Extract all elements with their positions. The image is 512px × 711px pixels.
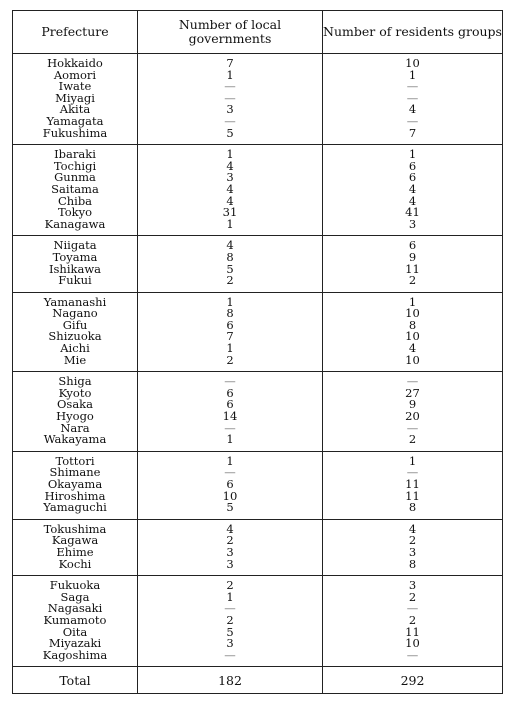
groups-count: — [406, 647, 419, 662]
groups-count: 2 [408, 533, 417, 548]
governments-count: 2 [226, 533, 234, 548]
groups-count: 8 [408, 317, 417, 332]
groups-count: 6 [408, 158, 417, 173]
table-row [13, 576, 503, 667]
prefecture-name: Tochigi [53, 158, 97, 173]
governments-count: 1 [226, 589, 234, 604]
prefecture-name: Kanagawa [44, 216, 106, 231]
groups-count: 11 [405, 488, 420, 503]
governments-count: 2 [226, 273, 234, 288]
governments-count: 14 [222, 409, 238, 424]
groups-cell [323, 576, 503, 667]
total-row [13, 667, 503, 694]
governments-count: — [224, 79, 236, 94]
governments-count: — [224, 113, 236, 128]
prefecture-name: Yamagata [46, 113, 104, 128]
header-prefecture: Prefecture [13, 11, 138, 54]
governments-count: 3 [226, 102, 234, 117]
prefecture-name: Hiroshima [44, 488, 106, 503]
groups-cell [323, 292, 503, 372]
governments-count: 1 [226, 432, 234, 447]
groups-count: 4 [408, 341, 417, 356]
groups-count: 4 [408, 102, 417, 117]
prefecture-name: Chiba [57, 193, 93, 208]
governments-count: 4 [226, 238, 234, 253]
table-row [13, 145, 503, 236]
governments-count: 5 [226, 261, 234, 276]
groups-count: 8 [408, 556, 417, 571]
governments-count: 4 [226, 193, 234, 208]
prefecture-name: Fukuoka [49, 578, 101, 593]
governments-count: 1 [226, 147, 234, 162]
groups-count: 11 [405, 477, 420, 491]
table-row [13, 451, 503, 519]
governments-count: 3 [226, 636, 234, 651]
prefecture-name: Fukui [58, 273, 92, 288]
groups-count: 7 [408, 125, 417, 140]
groups-count: 1 [408, 294, 417, 309]
prefecture-name: Akita [59, 102, 91, 117]
prefecture-cell [13, 54, 138, 145]
table-row [13, 54, 503, 145]
prefecture-name: Nara [60, 420, 90, 435]
table-header-row [13, 11, 503, 54]
prefecture-name: Toyama [52, 249, 98, 264]
governments-count: 8 [226, 249, 234, 264]
governments-cell [138, 451, 323, 519]
table-row [13, 519, 503, 575]
groups-count: — [406, 90, 419, 105]
groups-count: 10 [405, 306, 420, 321]
governments-count: 2 [226, 612, 234, 627]
governments-count: — [224, 90, 236, 105]
prefecture-cell [13, 519, 138, 575]
groups-count: 6 [408, 238, 417, 253]
groups-count: 10 [405, 329, 420, 344]
prefecture-name: Fukushima [42, 125, 108, 140]
groups-cell [323, 54, 503, 145]
governments-cell [138, 236, 323, 292]
groups-cell [323, 451, 503, 519]
prefecture-name: Tottori [55, 453, 95, 468]
prefecture-name: Hyogo [56, 409, 94, 424]
groups-count: — [406, 465, 419, 480]
prefecture-name: Aomori [53, 67, 97, 82]
groups-count: 41 [405, 205, 420, 220]
prefecture-name: Gunma [54, 170, 96, 185]
groups-cell [323, 145, 503, 236]
governments-count: 10 [222, 488, 238, 503]
prefecture-cell [13, 292, 138, 372]
groups-count: 9 [408, 249, 417, 264]
governments-count: 1 [226, 453, 234, 468]
governments-count: 4 [226, 158, 234, 173]
groups-count: 10 [405, 56, 420, 70]
groups-count: 3 [408, 578, 417, 593]
prefecture-name: Gifu [62, 317, 88, 332]
governments-count: 1 [226, 216, 234, 231]
prefecture-name: Kochi [58, 556, 92, 571]
prefecture-name: Tokushima [43, 521, 107, 536]
prefecture-name: Ibaraki [54, 147, 96, 162]
groups-count: 1 [408, 453, 417, 468]
groups-cell [323, 519, 503, 575]
governments-count: 7 [226, 56, 234, 70]
prefecture-name: Shiga [58, 374, 92, 389]
groups-count: 3 [408, 216, 417, 231]
total-label: Total [13, 667, 138, 694]
governments-cell [138, 54, 323, 145]
prefecture-name: Miyagi [55, 90, 95, 105]
governments-count: 1 [226, 341, 234, 356]
total-groups: 292 [323, 667, 503, 694]
governments-count: — [224, 374, 236, 389]
governments-count: 5 [226, 125, 234, 140]
groups-count: 1 [408, 147, 417, 162]
table-body [13, 54, 503, 667]
prefecture-name: Hokkaido [47, 56, 103, 70]
groups-count: 2 [408, 273, 417, 288]
table-row [13, 372, 503, 452]
groups-count: 27 [405, 385, 420, 400]
governments-count: 6 [226, 385, 234, 400]
governments-count: 3 [226, 170, 234, 185]
governments-count: 3 [226, 556, 234, 571]
groups-count: 11 [405, 261, 420, 276]
prefecture-table [12, 10, 503, 694]
governments-count: 8 [226, 306, 234, 321]
groups-count: 8 [408, 500, 417, 515]
prefecture-name: Shimane [49, 465, 101, 480]
prefecture-name: Niigata [53, 238, 97, 253]
groups-count: — [406, 601, 419, 616]
prefecture-name: Ehime [56, 544, 94, 559]
governments-count: 2 [226, 352, 234, 367]
governments-count: 6 [226, 397, 234, 412]
prefecture-name: Tokyo [57, 205, 93, 220]
groups-count: 3 [408, 544, 417, 559]
groups-count: 6 [408, 170, 417, 185]
governments-count: — [224, 601, 236, 616]
prefecture-name: Miyazaki [48, 636, 102, 651]
prefecture-name: Kumamoto [43, 612, 107, 627]
governments-count: 2 [226, 578, 234, 593]
groups-count: 20 [405, 409, 420, 424]
prefecture-name: Saitama [51, 181, 99, 196]
groups-count: 1 [408, 67, 417, 82]
groups-count: — [406, 79, 419, 94]
governments-count: — [224, 465, 236, 480]
prefecture-name: Yamaguchi [43, 500, 107, 515]
total-governments: 182 [138, 667, 323, 694]
governments-count: 6 [226, 477, 234, 491]
groups-count: — [406, 113, 419, 128]
prefecture-name: Kagawa [51, 533, 99, 548]
prefecture-name: Iwate [58, 79, 92, 94]
governments-count: 5 [226, 624, 234, 639]
prefecture-name: Aichi [60, 341, 90, 356]
governments-count: 6 [226, 317, 234, 332]
table-row [13, 236, 503, 292]
groups-cell [323, 236, 503, 292]
groups-count: 11 [405, 624, 420, 639]
prefecture-name: Nagano [52, 306, 98, 321]
governments-cell [138, 372, 323, 452]
groups-count: — [406, 374, 419, 389]
groups-count: 2 [408, 432, 417, 447]
governments-count: 4 [226, 181, 234, 196]
prefecture-cell [13, 451, 138, 519]
prefecture-name: Mie [63, 352, 87, 367]
prefecture-name: Nagasaki [47, 601, 103, 616]
header-residents-groups: Number of residents groups [323, 11, 503, 54]
groups-count: 9 [408, 397, 417, 412]
governments-count: 1 [226, 294, 234, 309]
groups-count: 10 [405, 636, 420, 651]
prefecture-cell [13, 145, 138, 236]
prefecture-name: Oita [62, 624, 88, 639]
header-local-governments: Number of local governments [138, 11, 323, 54]
prefecture-cell [13, 576, 138, 667]
governments-cell [138, 576, 323, 667]
governments-count: 5 [226, 500, 234, 515]
prefecture-name: Saga [60, 589, 90, 604]
governments-cell [138, 145, 323, 236]
groups-cell [323, 372, 503, 452]
groups-count: — [406, 420, 419, 435]
governments-count: 31 [222, 205, 238, 220]
groups-count: 4 [408, 181, 417, 196]
prefecture-name: Kagoshima [42, 647, 108, 662]
governments-count: — [224, 420, 236, 435]
prefecture-name: Wakayama [43, 432, 107, 447]
prefecture-name: Kyoto [58, 385, 92, 400]
governments-count: 1 [226, 67, 234, 82]
governments-count: 7 [226, 329, 234, 344]
governments-count: — [224, 647, 236, 662]
prefecture-cell [13, 372, 138, 452]
governments-count: 3 [226, 544, 234, 559]
governments-cell [138, 292, 323, 372]
prefecture-cell [13, 236, 138, 292]
groups-count: 4 [408, 521, 417, 536]
groups-count: 4 [408, 193, 417, 208]
groups-count: 2 [408, 589, 417, 604]
prefecture-name: Yamanashi [43, 294, 107, 309]
prefecture-name: Ishikawa [48, 261, 102, 276]
prefecture-name: Shizuoka [48, 329, 102, 344]
groups-count: 10 [405, 352, 420, 367]
governments-cell [138, 519, 323, 575]
table-row [13, 292, 503, 372]
governments-count: 4 [226, 521, 234, 536]
prefecture-name: Okayama [47, 477, 103, 491]
groups-count: 2 [408, 612, 417, 627]
prefecture-name: Osaka [56, 397, 93, 412]
